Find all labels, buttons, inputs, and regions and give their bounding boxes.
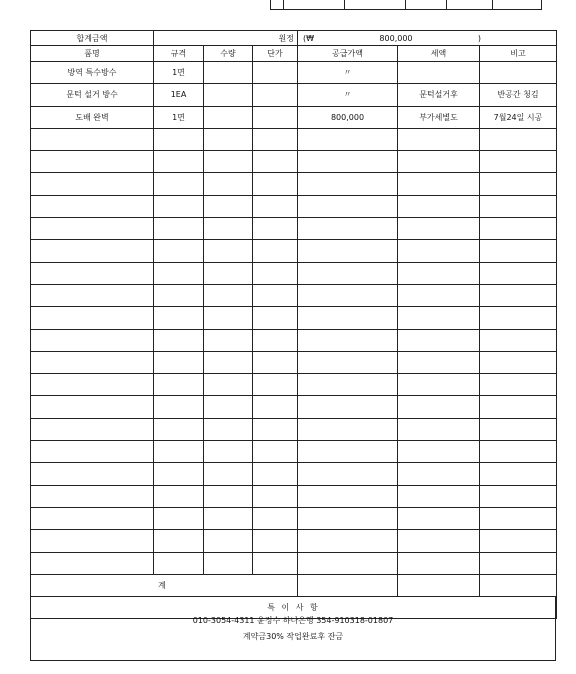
table-cell — [204, 441, 253, 463]
table-cell — [154, 151, 204, 173]
column-header-row — [31, 46, 557, 62]
table-row — [31, 84, 557, 106]
col-header: 세액 — [398, 46, 480, 62]
table-row — [31, 351, 557, 373]
table-cell — [204, 173, 253, 195]
table-cell — [253, 351, 298, 373]
table-row — [31, 284, 557, 306]
table-cell — [204, 329, 253, 351]
table-cell — [31, 507, 154, 529]
table-cell — [204, 374, 253, 396]
table-cell — [154, 262, 204, 284]
table-cell: 부가세별도 — [398, 106, 480, 128]
table-cell — [154, 218, 204, 240]
table-row — [31, 106, 557, 128]
total-text: 원정 — [154, 31, 298, 46]
table-cell — [204, 218, 253, 240]
table-cell — [204, 418, 253, 440]
col-header: 수량 — [204, 46, 253, 62]
table-cell — [31, 374, 154, 396]
table-cell: 〃 — [298, 84, 398, 106]
table-row — [31, 240, 557, 262]
table-row — [31, 418, 557, 440]
table-cell — [480, 329, 557, 351]
table-cell — [480, 240, 557, 262]
table-row — [31, 441, 557, 463]
table-cell: 1면 — [154, 62, 204, 84]
table-cell — [31, 418, 154, 440]
total-label: 합계금액 — [31, 31, 154, 46]
table-cell — [398, 485, 480, 507]
table-cell — [31, 173, 154, 195]
table-cell — [298, 195, 398, 217]
table-cell — [154, 128, 204, 150]
table-cell — [154, 530, 204, 552]
table-cell — [480, 396, 557, 418]
table-cell — [298, 374, 398, 396]
table-cell — [253, 240, 298, 262]
table-cell — [31, 351, 154, 373]
table-cell — [398, 262, 480, 284]
table-row — [31, 396, 557, 418]
table-cell — [204, 396, 253, 418]
table-cell — [253, 396, 298, 418]
table-cell — [31, 128, 154, 150]
table-cell — [204, 151, 253, 173]
sum-cell — [398, 574, 480, 596]
table-cell — [253, 485, 298, 507]
table-row — [31, 530, 557, 552]
table-cell: 800,000 — [298, 106, 398, 128]
table-cell — [480, 173, 557, 195]
table-cell — [31, 284, 154, 306]
table-cell — [204, 485, 253, 507]
table-row — [31, 262, 557, 284]
table-cell — [398, 396, 480, 418]
table-cell — [480, 262, 557, 284]
table-cell — [154, 173, 204, 195]
table-cell: 문턱설거후 — [398, 84, 480, 106]
table-cell — [204, 507, 253, 529]
amount-suffix: ) — [477, 33, 482, 43]
table-cell — [480, 351, 557, 373]
table-cell — [154, 329, 204, 351]
table-cell — [154, 351, 204, 373]
col-header: 비고 — [480, 46, 557, 62]
table-cell — [204, 84, 253, 106]
table-cell — [298, 173, 398, 195]
total-amount-row — [31, 31, 557, 46]
col-header: 품명 — [31, 46, 154, 62]
table-cell — [480, 307, 557, 329]
table-cell — [31, 262, 154, 284]
table-cell — [480, 485, 557, 507]
table-cell — [204, 106, 253, 128]
table-cell — [398, 507, 480, 529]
table-cell — [253, 218, 298, 240]
table-cell — [204, 307, 253, 329]
table-cell — [298, 351, 398, 373]
contact-line: 010-3054-4311 윤정수 하나은행 354-910318-01807 — [192, 616, 394, 625]
table-cell — [298, 240, 398, 262]
table-cell — [31, 329, 154, 351]
table-row — [31, 195, 557, 217]
table-cell — [253, 441, 298, 463]
table-cell — [253, 307, 298, 329]
table-cell — [298, 530, 398, 552]
table-cell — [31, 530, 154, 552]
table-cell — [154, 485, 204, 507]
col-header: 규격 — [154, 46, 204, 62]
table-row — [31, 218, 557, 240]
table-cell — [154, 507, 204, 529]
table-cell — [253, 128, 298, 150]
table-cell — [480, 463, 557, 485]
table-cell — [154, 374, 204, 396]
table-cell: 반공간 청김 — [480, 84, 557, 106]
table-cell — [253, 151, 298, 173]
table-cell — [204, 195, 253, 217]
total-amount-cell — [298, 31, 557, 46]
table-cell — [253, 62, 298, 84]
table-cell — [204, 240, 253, 262]
table-cell — [480, 530, 557, 552]
sum-cell — [298, 574, 398, 596]
notes-title: 특 이 사 항 — [31, 597, 557, 619]
top-stub-table — [270, 0, 542, 10]
table-cell — [253, 262, 298, 284]
table-cell: 방역 특수방수 — [31, 62, 154, 84]
table-row — [31, 128, 557, 150]
table-cell — [480, 552, 557, 574]
table-cell — [398, 284, 480, 306]
table-row — [31, 329, 557, 351]
table-cell — [298, 485, 398, 507]
table-cell — [298, 463, 398, 485]
table-cell — [253, 195, 298, 217]
table-cell — [31, 218, 154, 240]
table-row — [31, 374, 557, 396]
table-cell — [480, 507, 557, 529]
table-cell — [298, 218, 398, 240]
table-cell — [204, 351, 253, 373]
table-cell — [398, 418, 480, 440]
table-cell — [204, 284, 253, 306]
table-cell — [398, 463, 480, 485]
table-row — [31, 485, 557, 507]
table-row — [31, 307, 557, 329]
table-cell: 1EA — [154, 84, 204, 106]
table-cell — [31, 195, 154, 217]
table-cell — [298, 128, 398, 150]
payment-terms-line: 계약금30% 작업완료후 잔금 — [242, 632, 344, 641]
table-cell — [480, 441, 557, 463]
table-cell — [298, 329, 398, 351]
table-cell — [480, 62, 557, 84]
table-cell: 문턱 설거 방수 — [31, 84, 154, 106]
table-cell — [480, 284, 557, 306]
table-row — [31, 552, 557, 574]
table-cell — [298, 262, 398, 284]
table-cell — [398, 351, 480, 373]
table-cell — [298, 507, 398, 529]
table-row — [31, 62, 557, 84]
col-header: 단가 — [253, 46, 298, 62]
table-cell — [398, 307, 480, 329]
table-cell — [253, 530, 298, 552]
table-cell: 7월24일 시공 — [480, 106, 557, 128]
table-row — [31, 507, 557, 529]
table-cell — [154, 463, 204, 485]
table-cell — [253, 284, 298, 306]
table-cell — [253, 374, 298, 396]
table-cell — [31, 151, 154, 173]
table-cell — [154, 552, 204, 574]
table-cell — [298, 307, 398, 329]
table-cell — [253, 84, 298, 106]
table-cell — [398, 374, 480, 396]
table-row — [31, 463, 557, 485]
table-cell — [480, 195, 557, 217]
table-cell — [154, 418, 204, 440]
table-cell — [398, 173, 480, 195]
table-cell — [298, 151, 398, 173]
table-row — [31, 151, 557, 173]
table-cell: 도배 완벽 — [31, 106, 154, 128]
table-row — [31, 173, 557, 195]
table-cell — [298, 552, 398, 574]
table-cell — [253, 552, 298, 574]
table-cell — [204, 128, 253, 150]
table-cell — [31, 441, 154, 463]
table-cell — [204, 530, 253, 552]
table-cell — [154, 284, 204, 306]
table-cell — [398, 218, 480, 240]
table-cell — [154, 441, 204, 463]
table-cell — [204, 552, 253, 574]
sum-row — [31, 574, 557, 596]
quotation-table — [30, 30, 557, 619]
table-cell — [253, 507, 298, 529]
table-cell — [398, 195, 480, 217]
table-cell — [154, 307, 204, 329]
table-cell — [31, 307, 154, 329]
table-cell — [480, 218, 557, 240]
table-cell: 1면 — [154, 106, 204, 128]
table-cell — [398, 240, 480, 262]
table-cell — [31, 396, 154, 418]
table-cell — [31, 240, 154, 262]
table-cell — [298, 396, 398, 418]
table-cell — [204, 62, 253, 84]
table-cell — [398, 62, 480, 84]
table-cell — [154, 396, 204, 418]
table-cell — [480, 151, 557, 173]
table-cell — [398, 441, 480, 463]
sum-cell — [480, 574, 557, 596]
table-cell: 〃 — [298, 62, 398, 84]
footer-notes — [30, 597, 556, 661]
table-cell — [31, 463, 154, 485]
table-cell — [298, 441, 398, 463]
table-cell — [398, 552, 480, 574]
table-cell — [154, 195, 204, 217]
table-cell — [398, 530, 480, 552]
amount-value: 800,000 — [379, 33, 413, 43]
table-cell — [398, 151, 480, 173]
table-cell — [31, 485, 154, 507]
table-cell — [480, 374, 557, 396]
table-cell — [253, 463, 298, 485]
table-cell — [204, 463, 253, 485]
table-cell — [253, 329, 298, 351]
sum-label: 계 — [31, 574, 298, 596]
table-cell — [298, 284, 398, 306]
col-header: 공급가액 — [298, 46, 398, 62]
table-cell — [480, 128, 557, 150]
table-cell — [204, 262, 253, 284]
table-cell — [253, 106, 298, 128]
table-cell — [480, 418, 557, 440]
amount-prefix: (₩ — [303, 33, 315, 43]
table-cell — [253, 173, 298, 195]
table-cell — [154, 240, 204, 262]
table-cell — [398, 329, 480, 351]
table-cell — [298, 418, 398, 440]
table-cell — [253, 418, 298, 440]
table-cell — [31, 552, 154, 574]
table-cell — [398, 128, 480, 150]
